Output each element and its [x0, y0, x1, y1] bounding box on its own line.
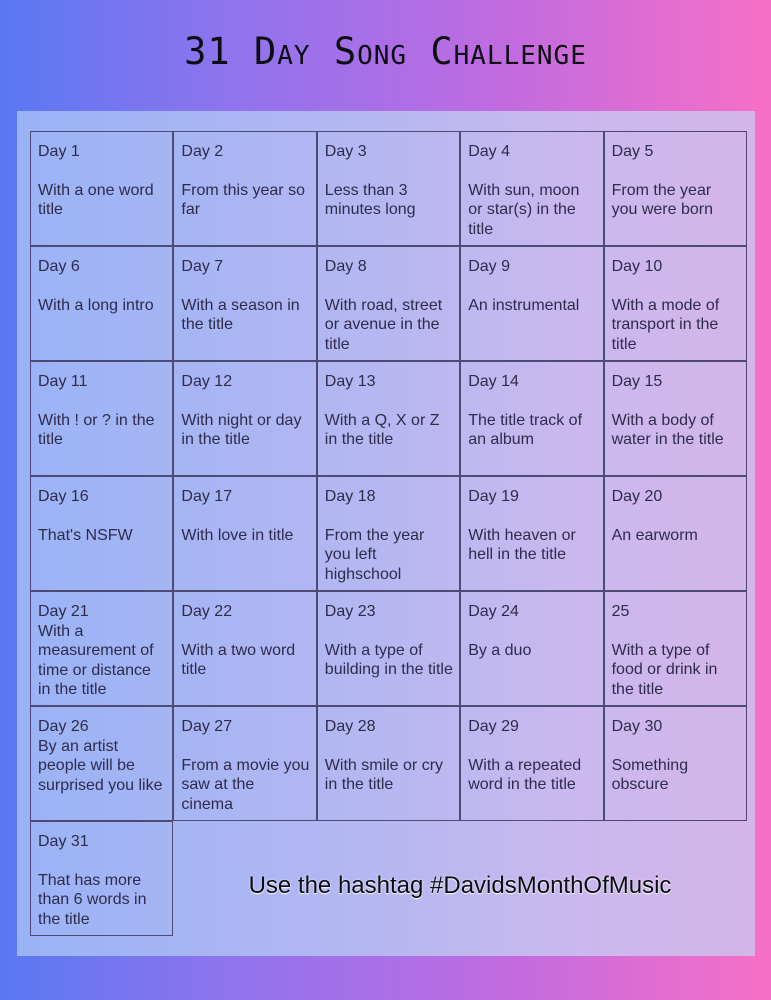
day-prompt: Something obscure [611, 756, 689, 793]
day-label: Day 26 [38, 718, 89, 735]
day-label: Day 18 [324, 488, 376, 505]
day-cell-15 [604, 361, 747, 476]
day-label: 25 [611, 603, 630, 620]
day-label: Day 6 [38, 258, 80, 275]
day-prompt: With a type of food or drink in the title [611, 641, 718, 698]
day-prompt: With night or day in the title [181, 411, 302, 448]
day-cell-29 [460, 706, 603, 821]
day-prompt: With a mode of transport in the title [611, 296, 720, 353]
day-prompt: From the year you left highschool [324, 526, 425, 583]
day-prompt: That has more than 6 words in the title [38, 871, 147, 928]
day-prompt: With road, street or avenue in the title [324, 296, 443, 353]
day-prompt: With a measurement of time or distance in the title [38, 622, 154, 698]
day-cell-17 [173, 476, 316, 591]
day-label: Day 19 [468, 488, 519, 505]
day-cell-19 [460, 476, 603, 591]
day-label: Day 22 [181, 603, 233, 620]
day-prompt: From a movie you saw at the cinema [181, 756, 310, 813]
day-label: Day 14 [468, 373, 519, 390]
day-label: Day 10 [611, 258, 663, 275]
hashtag-line: Use the hashtag #DavidsMonthOfMusic [248, 872, 672, 899]
day-prompt: With a season in the title [181, 296, 300, 333]
day-cell-8 [317, 246, 460, 361]
day-cell-7 [173, 246, 316, 361]
day-cell-26 [30, 706, 173, 821]
day-prompt: From the year you were born [611, 181, 713, 218]
day-prompt: With a repeated word in the title [468, 756, 582, 793]
day-label: Day 16 [38, 488, 89, 505]
day-cell-14 [460, 361, 603, 476]
day-prompt: An earworm [611, 526, 698, 544]
day-cell-20 [604, 476, 747, 591]
day-cell-31 [30, 821, 173, 936]
day-cell-24 [460, 591, 603, 706]
day-prompt: By an artist people will be surprised you like [38, 737, 163, 794]
day-cell-23 [317, 591, 460, 706]
day-label: Day 5 [611, 143, 654, 160]
day-cell-11 [30, 361, 173, 476]
day-prompt: With a body of water in the title [611, 411, 724, 448]
day-prompt: From this year so far [181, 181, 305, 218]
day-prompt: With ! or ? in the title [38, 411, 155, 448]
day-prompt: By a duo [468, 641, 532, 659]
day-prompt: With love in title [181, 526, 294, 544]
day-label: Day 8 [324, 258, 367, 275]
day-label: Day 29 [468, 718, 519, 735]
day-label: Day 17 [181, 488, 233, 505]
day-cell-28 [317, 706, 460, 821]
day-label: Day 1 [38, 143, 80, 160]
day-cell-1 [30, 131, 173, 246]
page-title: 31 Day Song Challenge [184, 30, 587, 73]
day-cell-30 [604, 706, 747, 821]
day-prompt: The title track of an album [468, 411, 583, 448]
day-prompt: With a Q, X or Z in the title [324, 411, 440, 448]
day-label: Day 31 [38, 833, 89, 850]
day-prompt: That's NSFW [38, 526, 133, 544]
day-cell-9 [460, 246, 603, 361]
day-label: Day 12 [181, 373, 233, 390]
day-label: Day 4 [468, 143, 510, 160]
day-label: Day 11 [38, 373, 88, 390]
day-label: Day 15 [611, 373, 663, 390]
day-label: Day 20 [611, 488, 663, 505]
day-prompt: With sun, moon or star(s) in the title [468, 181, 580, 238]
day-cell-21 [30, 591, 173, 706]
day-prompt: With a two word title [181, 641, 296, 678]
day-cell-10 [604, 246, 747, 361]
day-prompt: With smile or cry in the title [324, 756, 444, 793]
day-label: Day 30 [611, 718, 663, 735]
day-cell-25 [604, 591, 747, 706]
day-cell-6 [30, 246, 173, 361]
day-prompt: With a long intro [38, 296, 154, 314]
day-prompt: With a one word title [38, 181, 154, 218]
day-cell-4 [460, 131, 603, 246]
day-label: Day 7 [181, 258, 224, 275]
day-cell-13 [317, 361, 460, 476]
day-prompt: With heaven or hell in the title [468, 526, 576, 563]
day-cell-2 [173, 131, 316, 246]
day-cell-22 [173, 591, 316, 706]
day-prompt: An instrumental [468, 296, 580, 314]
day-label: Day 9 [468, 258, 510, 275]
day-prompt: With a type of building in the title [324, 641, 453, 678]
day-cell-16 [30, 476, 173, 591]
day-label: Day 23 [324, 603, 376, 620]
day-cell-3 [317, 131, 460, 246]
day-label: Day 24 [468, 603, 519, 620]
day-cell-18 [317, 476, 460, 591]
day-cell-5 [604, 131, 747, 246]
day-prompt: Less than 3 minutes long [324, 181, 416, 218]
day-label: Day 3 [324, 143, 367, 160]
day-label: Day 2 [181, 143, 224, 160]
day-cell-27 [173, 706, 316, 821]
day-cell-12 [173, 361, 316, 476]
day-label: Day 13 [324, 373, 376, 390]
day-label: Day 28 [324, 718, 376, 735]
day-label: Day 21 [38, 603, 89, 620]
day-label: Day 27 [181, 718, 233, 735]
